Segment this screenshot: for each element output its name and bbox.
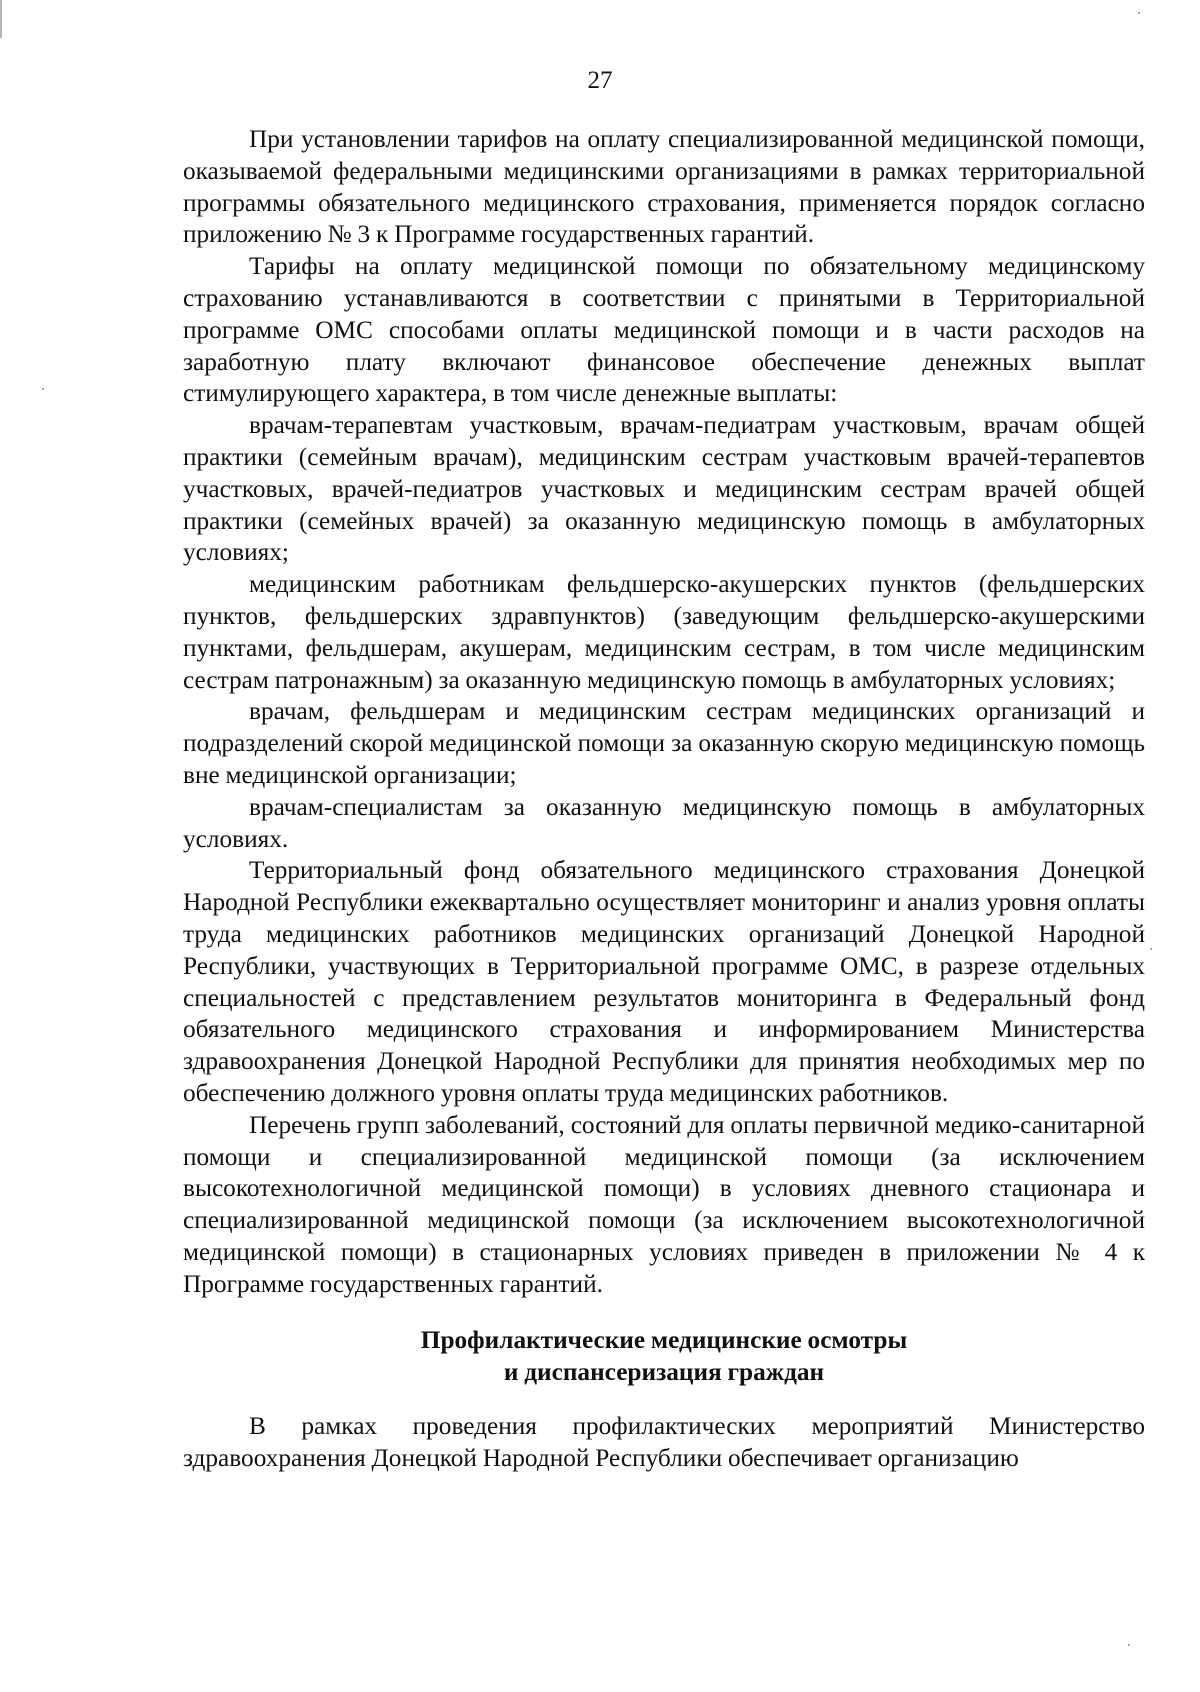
scan-speck bbox=[1150, 948, 1152, 950]
scan-speck bbox=[1128, 1644, 1130, 1646]
paragraph-list-item-specialists: врачам-специалистам за оказанную медицинскую помощь в амбулаторных условиях. bbox=[183, 792, 1145, 853]
page-number: 27 bbox=[587, 67, 613, 94]
paragraph-monitoring: Территориальный фонд обязательного медицинского страхования Донецкой Народной Республики ежеквартально осуществляет мониторинг и анализ уровня оплаты труда медицинских работников медицинских организаций Донецкой Народной Республики, участвующих в Территориальной программе ОМС, в разрезе отдельных специальностей с представлением результатов мониторинга в Федеральный фонд обязательного медицинского страхования и информированием Министерства здравоохранения Донецкой Народной Республики для принятия необходимых мер по обеспечению должного уровня оплаты труда медицинских работников. bbox=[183, 856, 1145, 1107]
document-body bbox=[183, 124, 1145, 1475]
paragraph-list-item-ambulance: врачам, фельдшерам и медицинским сестрам медицинских организаций и подразделений скорой медицинской помощи за оказанную скорую медицинскую помощь вне медицинской организации; bbox=[183, 697, 1145, 789]
scan-speck bbox=[42, 388, 44, 390]
section-heading bbox=[183, 1325, 1145, 1389]
scan-speck bbox=[1138, 12, 1140, 14]
scan-edge-mark bbox=[0, 0, 2, 38]
section-heading-line1: Профилактические медицинские осмотры bbox=[420, 1326, 908, 1355]
paragraph-prevention: В рамках проведения профилактических мероприятий Министерство здравоохранения Донецкой Народной Республики обеспечивает организацию bbox=[183, 1412, 1145, 1472]
paragraph-list-item-feldsher-points: медицинским работникам фельдшерско-акушерских пунктов (фельдшерских пунктов, фельдшерских здравпунктов) (заведующим фельдшерско-акушерскими пунктами, фельдшерам, акушерам, медицинским сестрам, в том числе медицинским сестрам патронажным) за оказанную медицинскую помощь в амбулаторных условиях; bbox=[183, 570, 1145, 694]
paragraph-tariffs-oms: Тарифы на оплату медицинской помощи по обязательному медицинскому страхованию устанавливаются в соответствии с принятыми в Территориальной программе ОМС способами оплаты медицинской помощи и в части расходов на заработную плату включают финансовое обеспечение денежных выплат стимулирующего характера, в том числе денежные выплаты: bbox=[183, 252, 1145, 408]
section-heading-line2: и диспансеризация граждан bbox=[503, 1358, 825, 1387]
paragraph-list-item-district-doctors: врачам-терапевтам участковым, врачам-педиатрам участковым, врачам общей практики (семейным врачам), медицинским сестрам участковым врачей-терапевтов участковых, врачей-педиатров участковых и медицинским сестрам врачей общей практики (семейных врачей) за оказанную медицинскую помощь в амбулаторных условиях; bbox=[183, 411, 1145, 567]
paragraph-tariffs-federal: При установлении тарифов на оплату специализированной медицинской помощи, оказываемой федеральными медицинскими организациями в рамках территориальной программы обязательного медицинского страхования, применяется порядок согласно приложению № 3 к Программе государственных гарантий. bbox=[183, 125, 1145, 249]
paragraph-disease-groups: Перечень групп заболеваний, состояний для оплаты первичной медико-санитарной помощи и специализированной медицинской помощи (за исключением высокотехнологичной медицинской помощи) в условиях дневного стационара и специализированной медицинской помощи (за исключением высокотехнологичной медицинской помощи) в стационарных условиях приведен в приложении № 4 к Программе государственных гарантий. bbox=[183, 1110, 1145, 1298]
